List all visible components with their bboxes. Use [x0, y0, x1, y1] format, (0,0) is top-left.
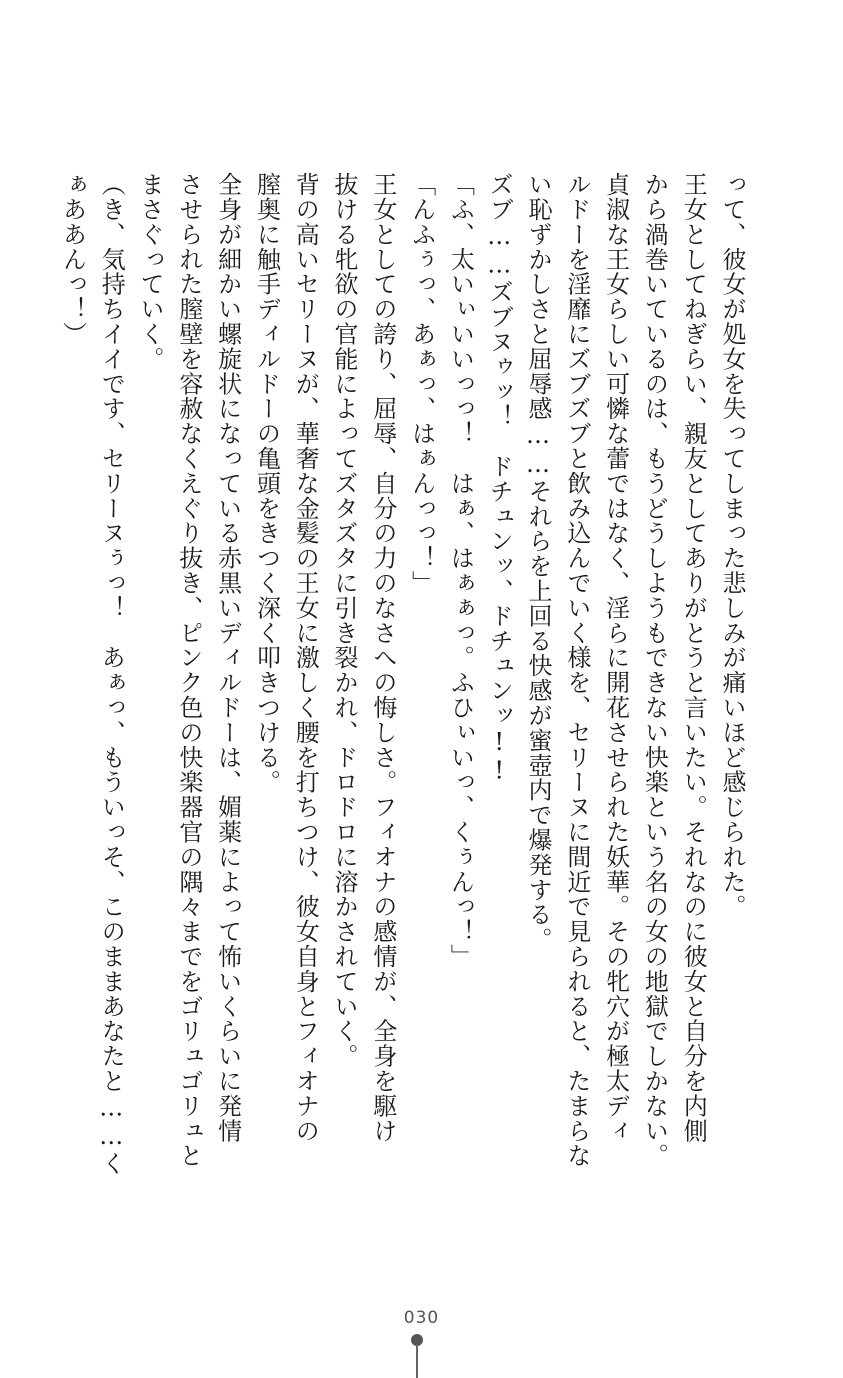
text-line: 貞淑な王女らしい可憐な蕾ではなく、淫らに開花させられた妖華。その牝穴が極太ディ [601, 172, 630, 1144]
text-line: （き、気持ちイイです、セリーヌぅっ！ あぁっ、もういっそ、このままあなたと……く [97, 172, 126, 1176]
text-line: 抜ける牝欲の官能によってズタズタに引き裂かれ、ドロドロに溶かされていく。 [330, 172, 359, 1069]
text-line: させられた膣壁を容赦なくえぐり抜き、ピンク色の快楽器官の隅々までをゴリュゴリュと [174, 172, 203, 1168]
page-number: 030 [403, 1308, 440, 1328]
text-line: 背の高いセリーヌが、華奢な金髪の王女に激しく腰を打ちつけ、彼女自身とフィオナの [291, 172, 320, 1144]
text-line: まさぐっていく。 [136, 172, 165, 372]
text-line: ぁああんっ！） [58, 172, 87, 347]
text-line: 膣奥に触手ディルドーの亀頭をきつく深く叩きつける。 [252, 172, 281, 795]
vertical-text-body [58, 172, 751, 1176]
text-line: 王女としての誇り、屈辱、自分の力のなさへの悔しさ。フィオナの感情が、全身を駆け [368, 172, 397, 1144]
text-line: 「ふ、太いぃいいっっ！ はぁ、はぁぁっ。ふひぃいっ、くぅんっ！」 [446, 172, 475, 969]
text-line: って、彼女が処女を失ってしまった悲しみが痛いほど感じられた。 [718, 172, 746, 919]
text-line: い恥ずかしさと屈辱感……それらを上回る快感が蜜壺内で爆発する。 [524, 172, 553, 952]
text-line: 全身が細かい螺旋状になっている赤黒いディルドーは、媚薬によって怖いくらいに発情 [213, 172, 242, 1144]
text-line: 王女としてねぎらい、親友としてありがとうと言いたい。それなのに彼女と自分を内側 [679, 172, 708, 1144]
text-line: 「んふぅっ、あぁっ、はぁんっっ！」 [407, 172, 436, 596]
text-line: から渦巻いているのは、もうどうしようもできない快楽という名の女の地獄でしかない。 [640, 172, 669, 1168]
folio-line-ornament [416, 1344, 418, 1378]
text-line: ズブ……ズブヌゥッ！ ドチュンッ、ドチュンッ!! [485, 172, 514, 786]
text-line: ルドーを淫靡にズブズブと飲み込んでいく様を、セリーヌに間近で見られると、たまらな [562, 172, 591, 1168]
